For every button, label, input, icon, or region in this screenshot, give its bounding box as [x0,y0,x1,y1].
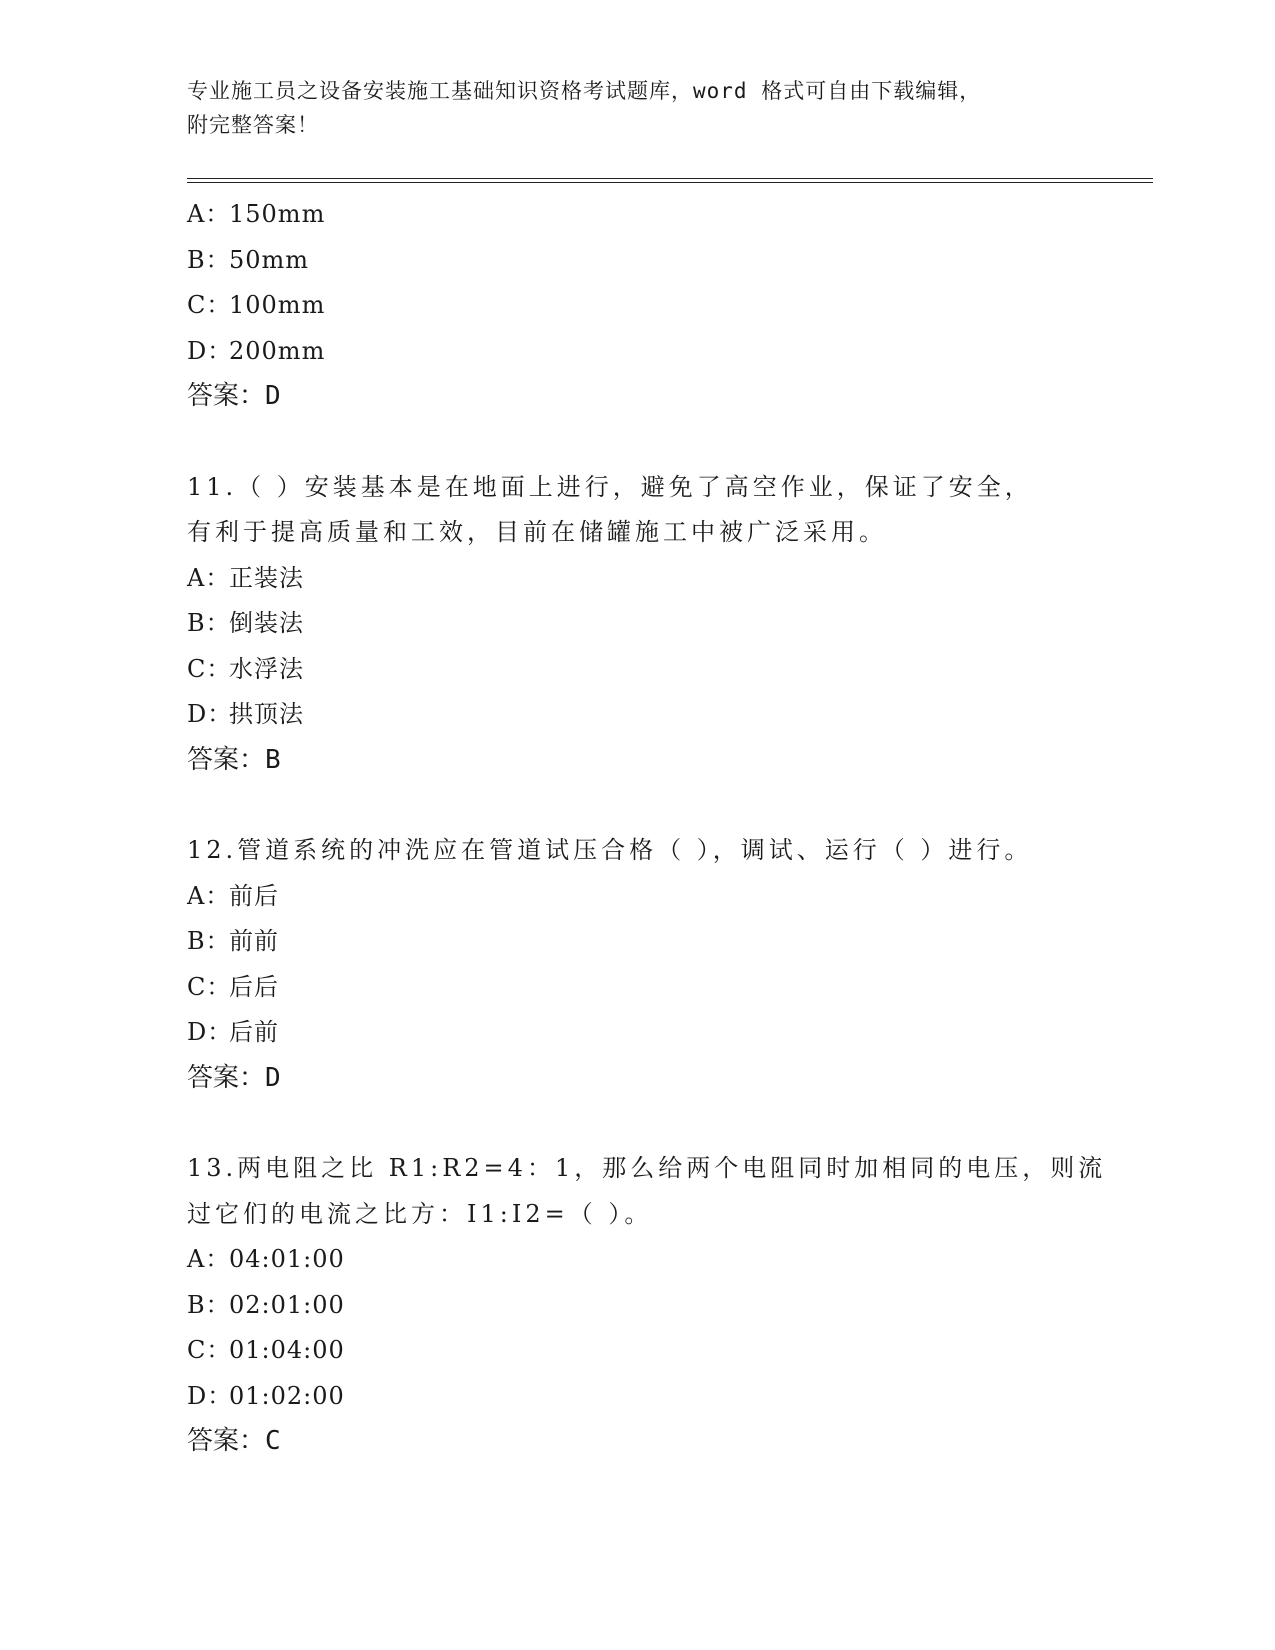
question-stem: 13.两电阻之比 R1:R2=4：1，那么给两个电阻同时加相同的电压，则流 [187,1154,1107,1182]
answer: 答案：C [187,1426,281,1456]
option-a: A：前后 [187,881,279,910]
option-b: B：50mm [187,245,310,274]
question-11 [187,465,1087,784]
spacer [187,420,1087,465]
option-d: D：01:02:00 [187,1381,345,1410]
answer: 答案：D [187,381,281,411]
question-stem: 11.（ ）安装基本是在地面上进行，避免了高空作业，保证了安全， [187,472,1033,501]
answer: 答案：B [187,744,281,775]
spacer [187,783,1087,828]
document-header [187,74,1087,142]
option-b: B：02:01:00 [187,1290,345,1319]
option-a: A：04:01:00 [187,1245,345,1273]
question-10 [187,192,1087,420]
option-d: D：拱顶法 [187,700,304,728]
option-b: B：前前 [187,927,279,955]
option-c: C：水浮法 [187,654,304,683]
option-b: B：倒装法 [187,609,304,637]
spacer [187,1101,1087,1146]
question-stem: 有利于提高质量和工效，目前在储罐施工中被广泛采用。 [187,518,887,546]
header-line-1: 专业施工员之设备安装施工基础知识资格考试题库，word 格式可自由下载编辑， [187,79,982,103]
option-d: D：200mm [187,336,326,365]
header-line-2: 附完整答案！ [187,113,319,137]
option-c: C：100mm [187,291,326,319]
answer: 答案：D [187,1062,281,1093]
question-stem: 过它们的电流之比方：I1:I2=（ ）。 [187,1199,653,1228]
question-list [187,192,1107,1465]
question-12 [187,828,1087,1101]
option-a: A：150mm [187,200,326,228]
option-c: C：后后 [187,972,279,1001]
header-divider [187,178,1153,183]
question-stem: 12.管道系统的冲洗应在管道试压合格（ ），调试、运行（ ）进行。 [187,836,1033,864]
option-a: A：正装法 [187,563,304,592]
option-d: D：后前 [187,1018,279,1046]
option-c: C：01:04:00 [187,1336,345,1364]
question-13 [187,1146,1107,1465]
